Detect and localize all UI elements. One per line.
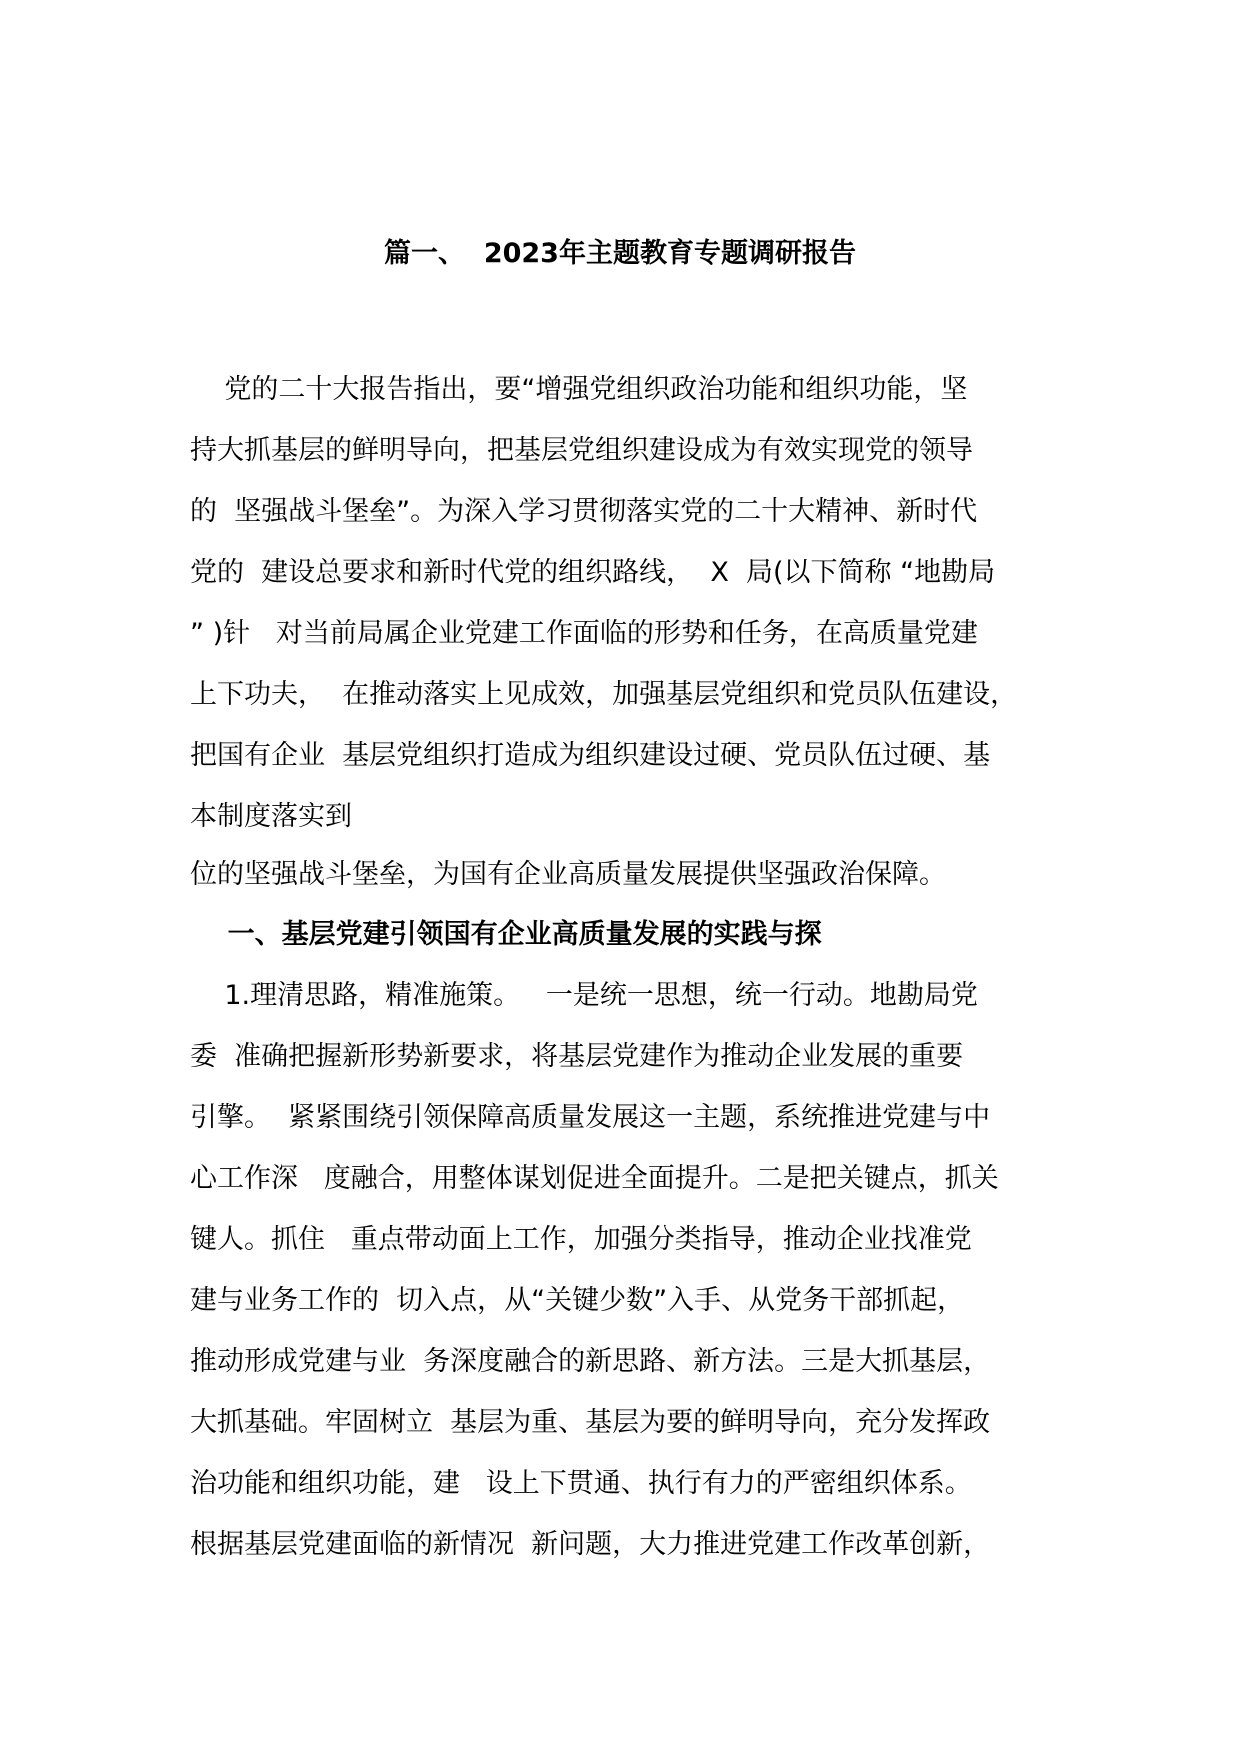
section-heading: 一、基层党建引领国有企业高质量发展的实践与探 [190,919,822,950]
body-line-12: 引擎。 紧紧围绕引领保障高质量发展这一主题，系统推进党建与中 [190,1102,991,1133]
body-line-15: 建与业务工作的 切入点，从“关键少数”入手、从党务干部抓起， [190,1285,965,1316]
body-line-10: 1.理清思路，精准施策。 一是统一思想，统一行动。地勘局党 [190,980,978,1011]
body-line-4: 党的 建设总要求和新时代党的组织路线， X 局(以下简称 “地勘局 [190,557,996,588]
body-line-17: 大抓基础。牢固树立 基层为重、基层为要的鲜明导向，充分发挥政 [190,1407,991,1438]
body-line-8: 本制度落实到 [190,801,352,832]
body-line-9: 位的坚强战斗堡垒，为国有企业高质量发展提供坚强政治保障。 [190,859,946,890]
body-line-16: 推动形成党建与业 务深度融合的新思路、新方法。三是大抓基层， [190,1346,991,1377]
body-line-3: 的 坚强战斗堡垒”。为深入学习贯彻落实党的二十大精神、新时代 [190,496,978,527]
body-line-19: 根据基层党建面临的新情况 新问题，大力推进党建工作改革创新， [190,1529,991,1560]
body-line-7: 把国有企业 基层党组织打造成为组织建设过硬、党员队伍过硬、基 [190,740,991,771]
body-line-18: 治功能和组织功能，建 设上下贯通、执行有力的严密组织体系。 [190,1468,972,1499]
document-title: 篇一、 2023年主题教育专题调研报告 [384,238,856,269]
body-line-13: 心工作深 度融合，用整体谋划促进全面提升。二是把关键点，抓关 [190,1163,999,1194]
body-line-1: 党的二十大报告指出，要“增强党组织政治功能和组织功能，坚 [190,374,968,405]
body-line-11: 委 准确把握新形势新要求，将基层党建作为推动企业发展的重要 [190,1041,964,1072]
body-line-5: ” )针 对当前局属企业党建工作面临的形势和任务，在高质量党建 [190,618,978,649]
body-line-14: 键人。抓住 重点带动面上工作，加强分类指导，推动企业找准党 [190,1224,972,1255]
body-line-2: 持大抓基层的鲜明导向，把基层党组织建设成为有效实现党的领导 [190,435,973,466]
body-line-6: 上下功夫， 在推动落实上见成效，加强基层党组织和党员队伍建设， [190,679,1018,710]
